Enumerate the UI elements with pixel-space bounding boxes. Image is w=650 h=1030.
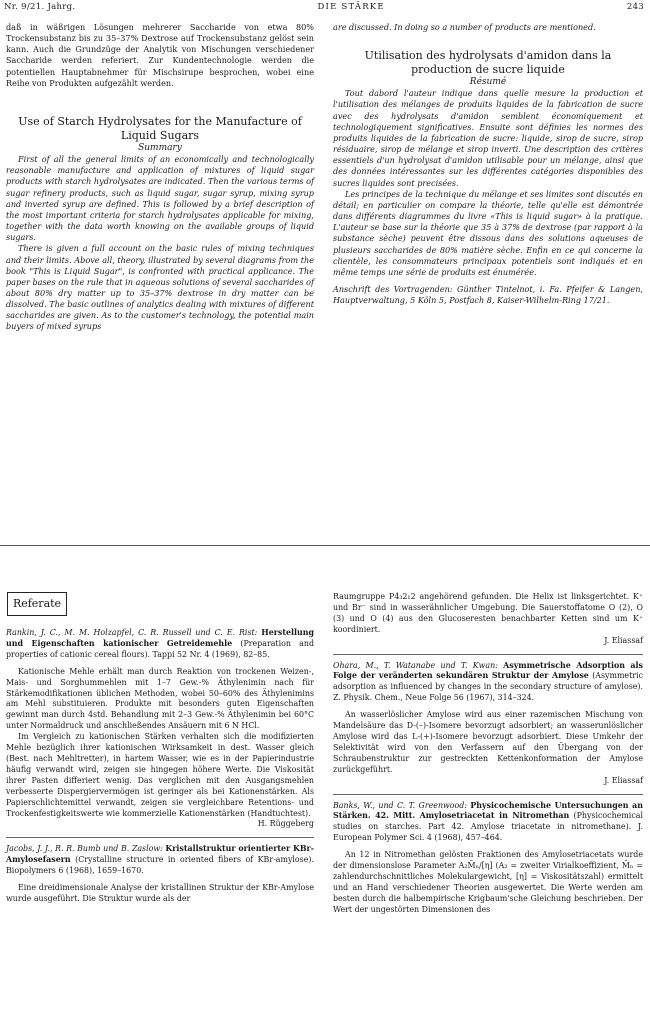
abstract-body: Raumgruppe P4₃2₁2 angehörend gefunden. Die Helix ist linksgerichtet. K⁺ und Br⁻ sind in wasserähnlicher Umgebung. Die Sauerstoffatome O (2), O (3) und O (4) aus den Glucoseresten benachbarter Ketten sind um K⁺ koordiniert.	[333, 592, 643, 634]
french-resume-p1: Tout dabord l'auteur indique dans quelle mesure la production et l'utilisation des mélanges de produits liquides de la fabrication de sucre avec des hydrolysats d'amidon semblent économiquement et technologiquement significatives. Ensuite sont définies les normes des produits liquides de la fabrication de sucre: liquide, sirop de sucre, sirop résiduaire, sirop de mélange et sirop inverti. Une description des critères essentiels d'un hydrolysat d'amidon utilisable pour un mélange, ainsi que des données intéressantes sur les différentes catégories disponibles des sucres liquides sont precisées.	[333, 88, 643, 188]
section-divider	[0, 545, 650, 546]
abstract-body: Kationische Mehle erhält man durch Reaktion von trockenen Weizen-, Mais- und Sorghummehlen mit 1–7 Gew.-% Äthylenimin nach für Stärkemodifikationen üblichen Methoden, wobei 50–60% des Äthylenimins am Mehl substituieren. Produkte mit besonders guten Eigenschaften gewinnt man durch 4std. Behandlung mit 2–3 Gew.-% Äthylenimin bei 60°C unter Normaldruck und anschließendes Ansäuern mit 6 N HCl.	[6, 666, 314, 731]
author-address: Anschrift des Vortragenden: Günther Tintelnot, i. Fa. Pfeifer & Langen, Hauptverwaltung, 5 Köln 5, Postfach 8, Kaiser-Wilhelm-Ring 17/21.	[333, 283, 643, 306]
abstract-authors: Ohara, M., T. Watanabe und T. Kwan:	[333, 660, 498, 670]
journal-title: DIE STÄRKE	[317, 2, 385, 12]
abstract-rankin	[6, 628, 314, 830]
abstract-separator	[333, 654, 643, 655]
abstract-signature: J. Eliassaf	[604, 635, 643, 645]
referate-label: Referate	[7, 592, 67, 616]
abstract-authors: Banks, W., und C. T. Greenwood:	[333, 800, 467, 810]
abstract-title: Herstellung und Eigenschaften kationischer Getreidemehle	[6, 628, 314, 648]
abstract-citation: (Crystalline structure in oriented fibers of KBr-amylose). Biopolymers 6 (1968), 1659–1670.	[6, 855, 314, 876]
abstract-separator	[333, 794, 643, 795]
upper-left-column	[6, 22, 314, 333]
abstract-jacobs	[6, 844, 314, 905]
running-head	[4, 2, 644, 16]
french-title: Utilisation des hydrolysats d'amidon dans la production de sucre liquide	[364, 49, 612, 77]
abstract-citation: (Physicochemical studies on starches. Part 42. Amylose triacetate in nitromethane). J. European Polymer Sci. 4 (1968), 457–464.	[333, 811, 643, 843]
referate-left-column	[6, 628, 314, 905]
abstract-authors: Jacobs, J. J., R. R. Bumb und B. Zaslow:	[6, 844, 163, 854]
abstract-signature: H. Rüggeberg	[257, 819, 314, 829]
abstract-body: An wasserlöslicher Amylose wird aus einer razemischen Mischung von Mandelsäure das D-(–)-Isomere bevorzugt adsorbiert; an wasserunlöslicher Amylose wird das L-(+)-Isomere bevorzugt adsorbiert. Diese Umkehr der Selektivität wird von den Verfassern auf den Übergang von der Schraubenstruktur zur gestreckten Kettenkonformation der Amylose zurückgeführt.	[333, 710, 643, 774]
upper-right-column	[333, 22, 643, 306]
english-summary-p2: There is given a full account on the basic rules of mixing techniques and their limits. Above all, theory, illustrated by several diagrams from the book "This is Liquid Sugar", is confronted with practical applicance. The paper bases on the rule that in aqueous solutions of several saccharides of about 80% dry matter up to 35–37% dextrose in dry matter can be dissolved. The basic outlines of analytics dealing with mixtures of different saccharides are given. As to the customer's technology, the potential main buyers of mixed syrups	[6, 243, 314, 332]
german-summary-tail: daß in wäßrigen Lösungen mehrerer Saccharide von etwa 80% Trockensubstanz bis zu 35–37% Dextrose auf Trockensubstanz gelöst sein kann. Auch die Grundzüge der Analytik von Mischungen verschiedener Saccharide werden referiert. Zur Kundentechnologie werden die potentiellen Hauptabnehmer für Mischsirupe besprochen, wobei eine Reihe von Produkten aufgezählt werden.	[6, 22, 314, 88]
abstract-title: Asymmetrische Adsorption als Folge der veränderten sekundären Struktur der Amylose	[333, 660, 643, 681]
abstract-citation: (Preparation and properties of cationic cereal flours). Tappi 52 Nr. 4 (1969), 82–85.	[6, 638, 314, 659]
abstract-body: Im Vergleich zu kationischen Stärken verhalten sich die modifizierten Mehle bezüglich ihrer kationischen Wirksamkeit in dest. Wasser gleich (Best. nach Mehltretter), in hartem Wasser, wie es in der Papierindustrie häufig verwandt wird, zeigen sie hingegen höhere Werte. Die Viskosität ihrer Pasten differiert wenig. Das verglichen mit den Ausgangsmehlen verbesserte Dispergiervermögen ist geringer als bei Kationenstärken. Als Papierschlichtemittel verwandt, zeigen sie vergleichbare Retentions- und Trockenfestigkeitswerte wie kommerzielle Kationenstärken (Handtuchtest).	[6, 732, 314, 818]
abstract-separator	[6, 837, 314, 838]
abstract-jacobs-continued	[333, 592, 643, 647]
english-summary-tail: are discussed. In doing so a number of products are mentioned.	[333, 22, 596, 32]
issue-label: Nr. 9/21. Jahrg.	[4, 2, 76, 12]
abstract-signature: J. Eliassaf	[604, 775, 643, 785]
abstract-citation: (Asymmetric adsorption as influenced by changes in the secondary structure of amylose). Z. Physik. Chem., Neue Folge 56 (1967), 314–324.	[333, 671, 643, 703]
abstract-banks	[333, 801, 643, 916]
summary-heading: Summary	[138, 142, 182, 153]
english-summary-p1: First of all the general limits of an economically and technologically reasonable manufacture and application of mixtures of liquid sugar products with starch hydrolysates are indicated. Then the various terms of sugar refinery products, such as liquid sugar, sugar syrup, mixing syrup and inverted syrup are defined. This is followed by a brief description of the most important criteria for starch hydrolysates applicable for mixing, together with the data worth knowing on the available groups of liquid sugars.	[6, 154, 314, 243]
abstract-body: Eine dreidimensionale Analyse der kristallinen Struktur der KBr-Amylose wurde ausgeführt. Die Struktur wurde als der	[6, 883, 314, 903]
abstract-authors: Rankin, J. C., M. M. Holzapfel, C. R. Russell und C. E. Rist:	[6, 628, 258, 637]
abstract-ohara	[333, 661, 643, 787]
abstract-title: Kristallstruktur orientierter KBr-Amylosefasern	[6, 844, 314, 865]
referate-right-column	[333, 592, 643, 916]
page-number: 243	[626, 2, 644, 12]
resume-heading: Résumé	[469, 77, 507, 88]
abstract-title: Physicochemische Untersuchungen an Stärken. 42. Mitt. Amylosetriacetat in Nitromethan	[333, 800, 643, 821]
abstract-body: An 12 in Nitromethan gelösten Fraktionen des Amylosetriacetats wurde der dimensionslose Parameter A₂M̄ₙ/[η] (A₂ = zweiter Virialkoeffizient, M̄ₙ = zahlendurchschnittliches Molekulargewicht, [η] = Viskositätszahl) ermittelt und an Hand verschiedener Theorien ausgewertet. Die Werte werden am besten durch die halbempirische Krigbaum'sche Gleichung beschrieben. Der Wert der ungestörten Dimensionen des	[333, 850, 643, 914]
french-resume-p2: Les principes de la technique du mélange et ses limites sont discutés en détail; en particulier on compare la théorie, telle qu'elle est démontrée dans différents diagrammes du livre «This is liquid sugar» à la pratique. L'auteur se base sur la théorie que 35 à 37% de dextrose (par rapport à la substance sèche) peuvent être dissous dans des solutions aqueuses de plusieurs saccharides de 80% matière sèche. Enfin en ce qui concerne la clientèle, les consommateurs principaux potentiels sont indiqués et en même temps une série de produits est énumérée.	[333, 188, 643, 277]
english-title: Use of Starch Hydrolysates for the Manufacture of Liquid Sugars	[18, 114, 302, 142]
